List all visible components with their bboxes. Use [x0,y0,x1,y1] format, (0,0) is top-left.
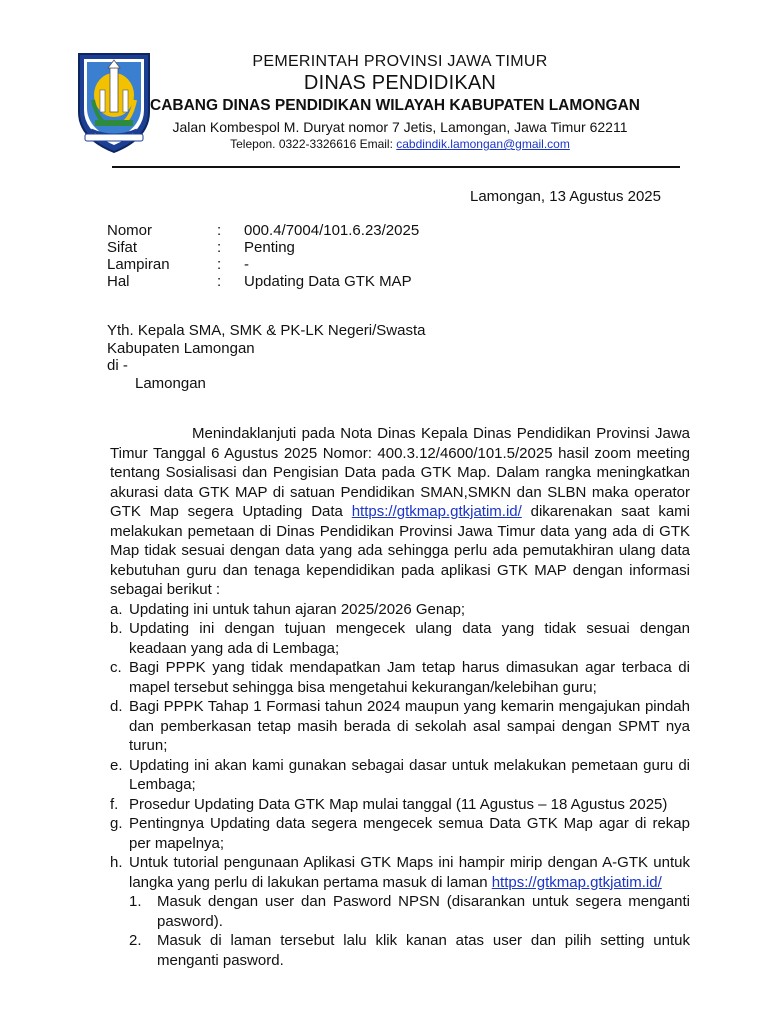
meta-colon: : [217,256,222,273]
list-marker: g. [110,815,123,832]
list-text: Prosedur Updating Data GTK Map mulai tanggal (11 Agustus – 18 Agustus 2025) [129,795,668,813]
list-text: Untuk tutorial pengunaan Aplikasi GTK Maps ini hampir mirip dengan A-GTK untuk langka yang perlu di lakukan pertama masuk di laman [129,854,690,891]
recipient-line: Yth. Kepala SMA, SMK & PK-LK Negeri/Swasta [107,322,426,339]
meta-value: Penting [244,239,295,256]
list-text: Updating ini dengan tujuan mengecek ulang data yang tidak sesuai dengan keadaan yang ada di Lembaga; [129,620,690,657]
steps-list [129,892,690,970]
list-text: Bagi PPPK Tahap 1 Formasi tahun 2024 maupun yang kemarin mengajukan pindah dan pemberkasan tetap masih berada di sekolah asal sampai dengan SPMT nya turun; [129,698,690,754]
branch-name: CABANG DINAS PENDIDIKAN WILAYAH KABUPATEN LAMONGAN [150,97,640,114]
east-java-coat-of-arms-logo [75,50,153,154]
list-item [110,697,690,756]
list-marker: a. [110,600,123,618]
office-address: Jalan Kombespol M. Duryat nomor 7 Jetis, Lamongan, Jawa Timur 62211 [172,119,628,135]
gtkmap-link[interactable]: https://gtkmap.gtkjatim.id/ [351,503,522,520]
letter-meta [107,222,419,290]
government-name: PEMERINTAH PROVINSI JAWA TIMUR [252,53,548,70]
step-marker: 1. [129,893,142,910]
agency-name: DINAS PENDIDIKAN [303,72,497,94]
intro-text: Menindaklanjuti pada Nota Dinas Kepala Dinas Pendidikan Provinsi Jawa Timur Tanggal 6 Agustus 2025 Nomor: 400.3.12/4600/101.5/2025 hasil zoom meeting tentang Sosialisasi dan Pengisian Data pada GTK Map. Dalam rangka meningkatkan akurasi data GTK MAP di satuan Pendidikan SMAN,SMKN dan SLBN maka operator GTK Map segera Uptading Data [110,425,690,520]
list-text: Bagi PPPK yang tidak mendapatkan Jam tetap harus dimasukan agar terbaca di mapel tersebut sehingga bisa mengetahui kekurangan/kelebihan guru; [129,659,690,696]
list-marker: f. [110,795,119,813]
list-marker: c. [110,659,122,676]
step-item [129,892,690,931]
meta-key: Lampiran [107,256,170,273]
list-marker: h. [110,854,123,871]
step-item [129,931,690,970]
meta-row-attachment [107,256,419,273]
list-marker: e. [110,756,123,774]
letterhead [150,52,640,152]
meta-colon: : [217,239,222,256]
recipient-line: di - [107,357,128,374]
recipient-block [107,322,425,392]
letterhead-divider [112,166,680,168]
meta-row-nature [107,239,419,256]
list-item [110,619,690,658]
meta-row-subject [107,273,419,290]
list-marker: b. [110,620,123,637]
list-item [110,814,690,853]
contact-phone: Telepon. 0322-3326616 Email: [230,137,397,151]
meta-key: Nomor [107,222,153,239]
step-marker: 2. [129,932,142,949]
letter-date: Lamongan, 13 Agustus 2025 [470,188,661,205]
gtkmap-tutorial-link[interactable]: https://gtkmap.gtkjatim.id/ [491,873,662,891]
meta-value: Updating Data GTK MAP [244,273,412,290]
letter-body [110,424,690,970]
intro-text-continued: dikarenakan saat kami melakukan pemetaan di Dinas Pendidikan Provinsi Jawa Timur data yang ada di GTK Map tidak sesuai dengan data yang ada sehingga perlu ada pemutakhiran ulang data kebutuhan guru dan tenaga kependidikan pada aplikasi GTK MAP dengan informasi sebagai berikut : [110,503,691,598]
contact-line [160,136,640,152]
meta-value: 000.4/7004/101.6.23/2025 [244,222,420,239]
meta-colon: : [217,273,222,290]
meta-key: Sifat [107,239,138,256]
step-text: Masuk dengan user dan Pasword NPSN (disarankan untuk segera menganti pasword). [157,893,690,930]
list-item [110,756,690,795]
meta-row-number [107,222,419,239]
list-item-tutorial [110,853,690,970]
list-item [110,795,690,815]
list-item [110,658,690,697]
list-marker: d. [110,698,123,715]
list-item [110,600,690,620]
step-text: Masuk di laman tersebut lalu klik kanan atas user dan pilih setting untuk menganti pasword. [157,932,690,969]
list-text: Pentingnya Updating data segera mengecek semua Data GTK Map agar di rekap per mapelnya; [129,815,690,852]
list-text: Updating ini akan kami gunakan sebagai dasar untuk melakukan pemetaan guru di Lembaga; [129,756,690,793]
recipient-line: Kabupaten Lamongan [107,339,255,357]
meta-value: - [244,256,249,273]
list-text: Updating ini untuk tahun ajaran 2025/2026 Genap; [129,600,466,618]
email-link[interactable]: cabdindik.lamongan@gmail.com [396,137,570,151]
recipient-line: Lamongan [135,374,206,392]
meta-key: Hal [107,273,130,290]
info-list [110,600,690,971]
intro-paragraph [110,424,690,600]
meta-colon: : [217,222,222,239]
